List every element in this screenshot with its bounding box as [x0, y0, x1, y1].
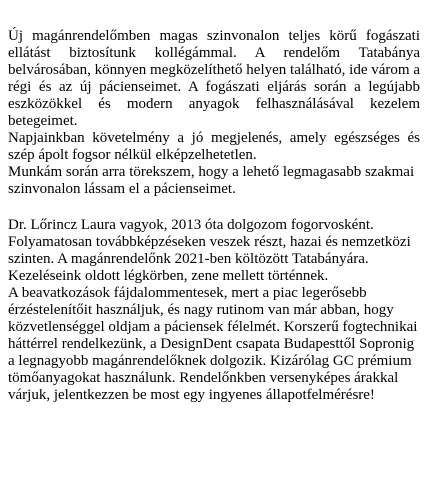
intro-paragraph: Új magánrendelőmben magas szinvonalon teljes körű fogászati ellátást biztosítunk kollégámmal. A rendelőm Tatabánya belvárosában, könnyen megközelíthető helyen található, ide várom a régi és az új pácienseimet. A fogászati eljárás során a legújabb eszközökkel és modern anyagok felhasználásával kezelem betegeimet. — [8, 28, 420, 129]
document-body — [8, 28, 420, 404]
doctor-intro-paragraph: Dr. Lőrincz Laura vagyok, 2013 óta dolgozom fogorvosként. Folyamatosan továbbképzéseken veszek részt, hazai és nemzetközi szinten. A magánrendelőnk 2021-ben költözött Tatabányára. Kezeléseink oldott légkörben, zene mellett történnek. — [8, 217, 411, 284]
paragraph-spacer — [8, 198, 420, 217]
quality-paragraph: Munkám során arra törekszem, hogy a lehető legmagasabb szakmai szinvonalon lássam el a pácienseimet. — [8, 164, 415, 197]
treatment-paragraph: A beavatkozások fájdalommentesek, mert a piac legerősebb érzéstelenítőit használjuk, és nagy rutinom van már abban, hogy közvetlenséggel oldjam a páciensek félelmét. Korszerű fogtechnikai háttérrel rendelkezünk, a DesignDent csapata Budapesttől Sopronig a legnagyobb magánrendelőknek dolgozik. Kizárólag GC prémium tömőanyagokat használunk. Rendelőnkben versenyképes árakkal várjuk, jelentkezzen be most egy ingyenes állapotfelmérésre! — [8, 285, 418, 403]
appearance-paragraph: Napjainkban követelmény a jó megjelenés, amely egészséges és szép ápolt fogsor nélkül elképzelhetetlen. — [8, 130, 420, 163]
